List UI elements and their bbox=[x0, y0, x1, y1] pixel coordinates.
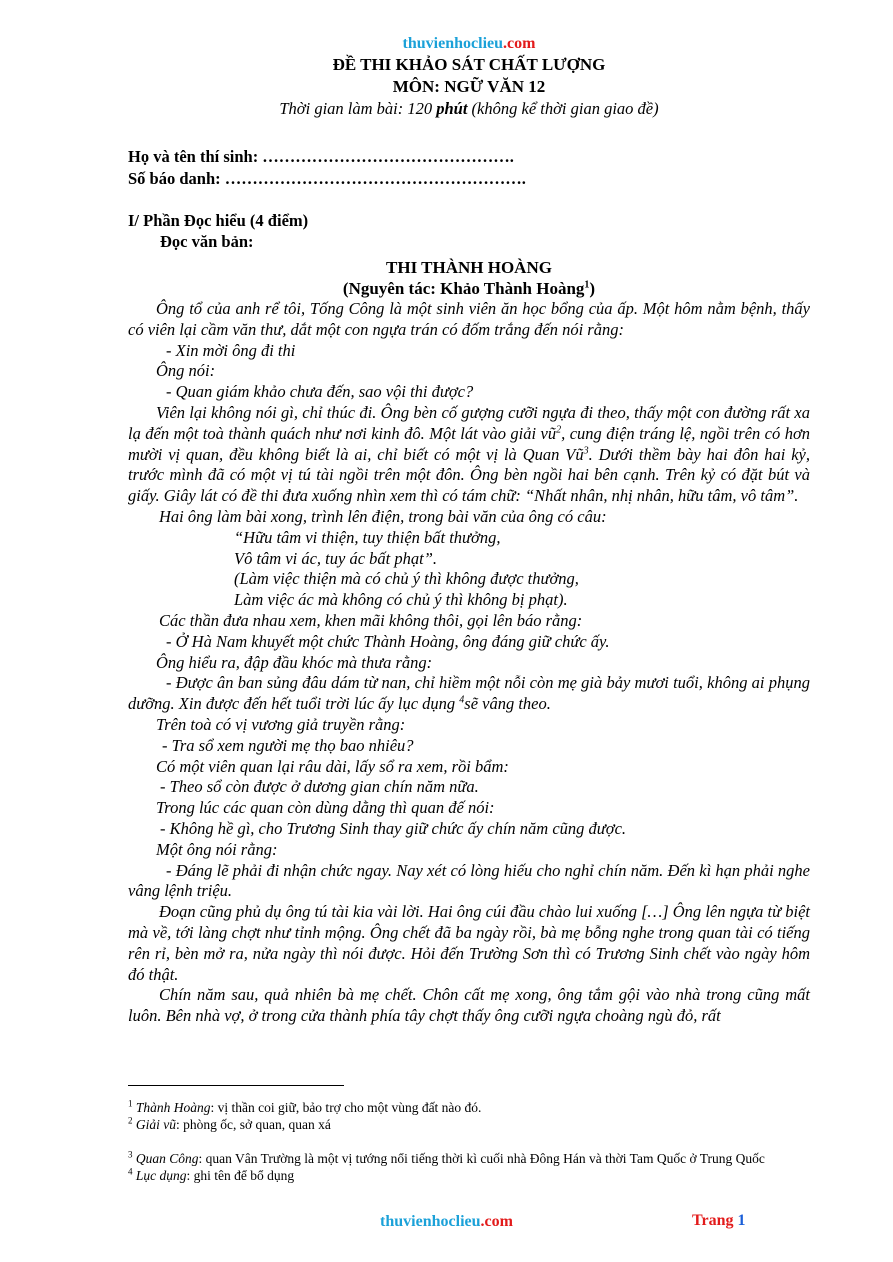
paragraph: Đoạn cũng phủ dụ ông tú tài kia vài lời. Hai ông cúi đầu chào lui xuống […] Ông lên ngựa từ biệt mà về, tới làng chợt như tỉnh mộng. Ông chết đã ba ngày rồi, bà mẹ bỗng nghe trong quan tài có tiếng rên rỉ, bèn mở ra, nửa ngày thì nói được. Hỏi đến Trường Sơn thì có Trương Sinh chết vào ngày hôm đó thật. bbox=[128, 902, 810, 984]
verse-line: Làm việc ác mà không có chủ ý thì không bị phạt). bbox=[234, 590, 568, 610]
footnote-number: 4 bbox=[128, 1166, 133, 1177]
paragraph: Ông nói: bbox=[156, 361, 216, 381]
dialogue-line: - Theo sổ còn được ở dương gian chín năm nữa. bbox=[160, 777, 479, 797]
paragraph: Trên toà có vị vương giả truyền rằng: bbox=[156, 714, 406, 734]
candidate-id-line: Số báo danh: ………………………………………………. bbox=[128, 168, 526, 188]
time-prefix: Thời gian làm bài: 120 bbox=[279, 99, 437, 118]
footnote-2 bbox=[128, 1116, 810, 1133]
time-suffix: (không kể thời gian giao đề) bbox=[467, 99, 659, 118]
page-number-value: 1 bbox=[737, 1212, 746, 1229]
footnote-divider bbox=[128, 1085, 344, 1086]
paragraph: Chín năm sau, quả nhiên bà mẹ chết. Chôn cất mẹ xong, ông tắm gội vào nhà trong cũng mất luôn. Bên nhà vợ, ở trong cửa thành phía tây chợt thấy ông cưỡi ngựa choàng ngù đỏ, rất bbox=[128, 985, 810, 1026]
footnote-4 bbox=[128, 1167, 810, 1184]
paragraph: Ông tổ của anh rể tôi, Tống Công là một sinh viên ăn học bổng của ấp. Một hôm nằm bệnh, thấy có viên lại cầm văn thư, dắt một con ngựa trán có đốm trắng đến nói rằng: bbox=[128, 299, 810, 339]
dialogue-line: - Đáng lẽ phải đi nhận chức ngay. Nay xét có lòng hiếu cho nghỉ chín năm. Đến kì hạn phải nghe vâng lệnh triệu. bbox=[128, 860, 810, 901]
footer-brand-main: thuvienhoclieu bbox=[380, 1213, 481, 1230]
dialogue-line: - Tra sổ xem người mẹ thọ bao nhiêu? bbox=[162, 735, 414, 755]
paragraph bbox=[128, 403, 810, 507]
dialogue-line: - Quan giám khảo chưa đến, sao vội thi được? bbox=[166, 382, 474, 402]
exam-page bbox=[128, 34, 810, 1027]
story-source-close: ) bbox=[589, 279, 596, 298]
candidate-info bbox=[128, 146, 810, 189]
dialogue-line: - Không hề gì, cho Trương Sinh thay giữ chức ấy chín năm cũng được. bbox=[160, 818, 627, 838]
verse-line: “Hữu tâm vi thiện, tuy thiện bất thưởng, bbox=[234, 527, 501, 547]
site-brand[interactable] bbox=[128, 34, 810, 54]
brand-tld: .com bbox=[503, 35, 536, 52]
footnote-text: : phòng ốc, sở quan, quan xá bbox=[176, 1117, 331, 1132]
footnote-ref-2: 2 bbox=[556, 424, 562, 436]
brand-main: thuvienhoclieu bbox=[402, 35, 504, 52]
footnote-term: Quan Công bbox=[135, 1151, 199, 1166]
footnote-number: 1 bbox=[128, 1098, 133, 1109]
paragraph-text: Viên lại không nói gì, chỉ thúc đi. Ông bèn cố gượng cưỡi ngựa đi theo, thấy một con đường rất xa lạ đến một toà thành quách như nơi kinh đô. Một lát vào giải vũ bbox=[128, 402, 810, 443]
verse-line: (Làm việc thiện mà có chủ ý thì không được thưởng, bbox=[234, 569, 579, 589]
story-source bbox=[128, 278, 810, 299]
paragraph: Các thần đưa nhau xem, khen mãi không thôi, gọi lên báo rằng: bbox=[159, 610, 583, 630]
footer-brand-tld: .com bbox=[480, 1213, 513, 1230]
footnote-term: Lục dụng bbox=[135, 1168, 187, 1183]
story-title: THI THÀNH HOÀNG bbox=[386, 258, 552, 277]
paragraph: Một ông nói rằng: bbox=[156, 839, 278, 859]
paragraph: Trong lúc các quan còn dùng dằng thì quan đế nói: bbox=[156, 798, 495, 818]
footnote-text: : vị thần coi giữ, bảo trợ cho một vùng đất nào đó. bbox=[210, 1100, 482, 1115]
exam-subject: MÔN: NGỮ VĂN 12 bbox=[392, 77, 546, 96]
paragraph: Có một viên quan lại râu dài, lấy sổ ra xem, rồi bẩm: bbox=[156, 756, 509, 776]
paragraph-text: . Dưới thềm bày hai đôn hai kỷ, trước mình đã có một vị tú tài ngồi trên một đôn. Ông bèn ngồi hai bên cạnh. Trên kỷ có đặt bút và giấy. Giây lát có đề thi đưa xuống nhìn xem thì có tám chữ: “Nhất nhân, nhị nhân, hữu tâm, vô tâm”. bbox=[128, 444, 810, 506]
footer-brand[interactable] bbox=[0, 1212, 893, 1232]
footnote-text: : quan Vân Trường là một vị tướng nổi tiếng thời kì cuối nhà Đông Hán và thời Tam Quốc ở Trung Quốc bbox=[198, 1151, 765, 1166]
dialogue-line: - Xin mời ông đi thi bbox=[166, 340, 296, 360]
section-heading: I/ Phần Đọc hiểu (4 điểm) bbox=[128, 211, 309, 230]
paragraph: Ông hiểu ra, đập đầu khóc mà thưa rằng: bbox=[156, 652, 433, 672]
footnote-number: 2 bbox=[128, 1115, 133, 1126]
paragraph-text: - Được ân ban sủng đâu dám từ nan, chỉ hiềm một nỗi còn mẹ già bảy mươi tuổi, không ai phụng dưỡng. Xin được đến hết tuổi trời lúc ấy lục dụng bbox=[128, 673, 810, 714]
footnote-3 bbox=[128, 1150, 810, 1167]
dialogue-line: - Ở Hà Nam khuyết một chức Thành Hoàng, ông đáng giữ chức ấy. bbox=[166, 631, 610, 651]
footnote-term: Giải vũ bbox=[135, 1117, 176, 1132]
exam-title: ĐỀ THI KHẢO SÁT CHẤT LƯỢNG bbox=[332, 55, 606, 74]
footnotes bbox=[128, 1099, 810, 1184]
footnote-1 bbox=[128, 1099, 810, 1116]
story-body bbox=[128, 299, 810, 1027]
dialogue-line bbox=[128, 673, 810, 715]
page-label: Trang bbox=[692, 1212, 738, 1229]
exam-time bbox=[128, 98, 810, 120]
page-number bbox=[692, 1212, 745, 1230]
verse-line: Vô tâm vi ác, tuy ác bất phạt”. bbox=[234, 548, 438, 568]
paragraph-text: sẽ vâng theo. bbox=[464, 694, 551, 714]
story-source-text: (Nguyên tác: Khảo Thành Hoàng bbox=[342, 279, 585, 298]
footnote-ref-4: 4 bbox=[459, 694, 465, 706]
footnote-ref-3: 3 bbox=[583, 445, 589, 457]
page-footer bbox=[0, 1212, 893, 1234]
footnote-text: : ghi tên để bổ dụng bbox=[186, 1168, 295, 1183]
footnote-term: Thành Hoàng bbox=[135, 1100, 211, 1115]
time-unit: phút bbox=[436, 99, 468, 118]
footnote-number: 3 bbox=[128, 1149, 133, 1160]
section-instruction: Đọc văn bản: bbox=[160, 232, 254, 251]
paragraph: Hai ông làm bài xong, trình lên điện, trong bài văn của ông có câu: bbox=[159, 506, 607, 526]
paragraph-text: , cung điện tráng lệ, ngồi trên có hơn mười vị quan, đều không biết là ai, chỉ biết có một vị là Quan Vũ bbox=[128, 423, 810, 464]
candidate-name-line: Họ và tên thí sinh: ………………………………………. bbox=[128, 147, 514, 166]
footnote-ref-1: 1 bbox=[584, 279, 590, 291]
